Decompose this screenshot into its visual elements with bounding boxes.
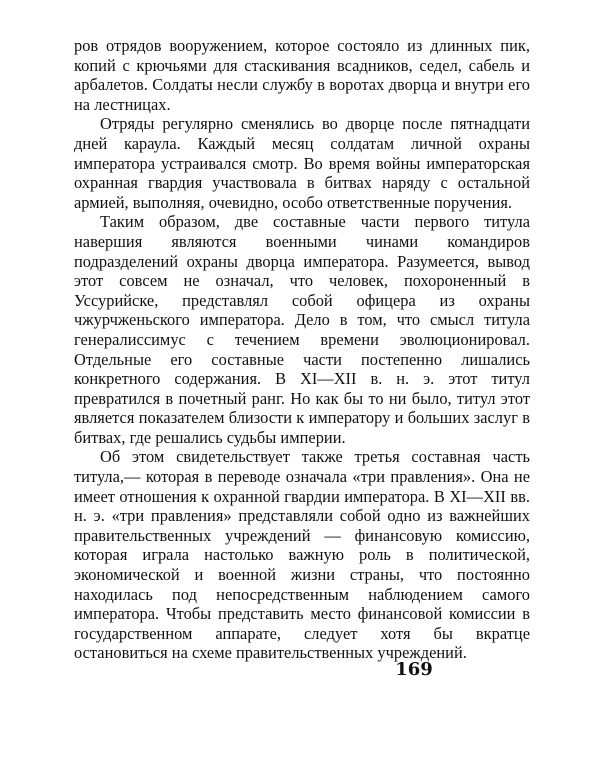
page-number: 169 xyxy=(395,659,433,680)
paragraph-2: Отряды регулярно сменялись во дворце после пятнадцати дней караула. Каждый месяц солдатам личной охраны императора устраивался смотр. Во время войны императорская охранная гвардия участвовала в битвах наряду с остальной армией, выполняя, очевидно, особо ответственные поручения. xyxy=(74,114,530,212)
paragraph-4: Об этом свидетельствует также третья составная часть титула,— которая в переводе означала «три правления». Она не имеет отношения к охранной гвардии императора. В XI—XII вв. н. э. «три правления» представляли собой одно из важнейших правительственных учреждений — финансовую комиссию, которая играла настолько важную роль в политической, экономической и военной жизни страны, что постоянно находилась под непосредственным наблюдением самого императора. Чтобы представить место финансовой комиссии в государственном аппарате, следует хотя бы вкратце остановиться на схеме правительственных учреждений. xyxy=(74,447,530,663)
page-text-block xyxy=(74,36,530,663)
paragraph-1: ров отрядов вооружением, которое состояло из длинных пик, копий с крючьями для стаскивания всадников, седел, сабель и арбалетов. Солдаты несли службу в воротах дворца и внутри его на лестницах. xyxy=(74,36,530,114)
paragraph-3: Таким образом, две составные части первого титула навершия являются военными чинами командиров подразделений охраны дворца императора. Разумеется, вывод этот совсем не означал, что человек, похороненный в Уссурийске, представлял собой офицера из охраны чжурчженьского императора. Дело в том, что смысл титула генералиссимус с течением времени эволюционировал. Отдельные его составные части постепенно лишались конкретного содержания. В XI—XII в. н. э. этот титул превратился в почетный ранг. Но как бы то ни было, титул этот является показателем близости к императору и больших заслуг в битвах, где решались судьбы империи. xyxy=(74,212,530,447)
